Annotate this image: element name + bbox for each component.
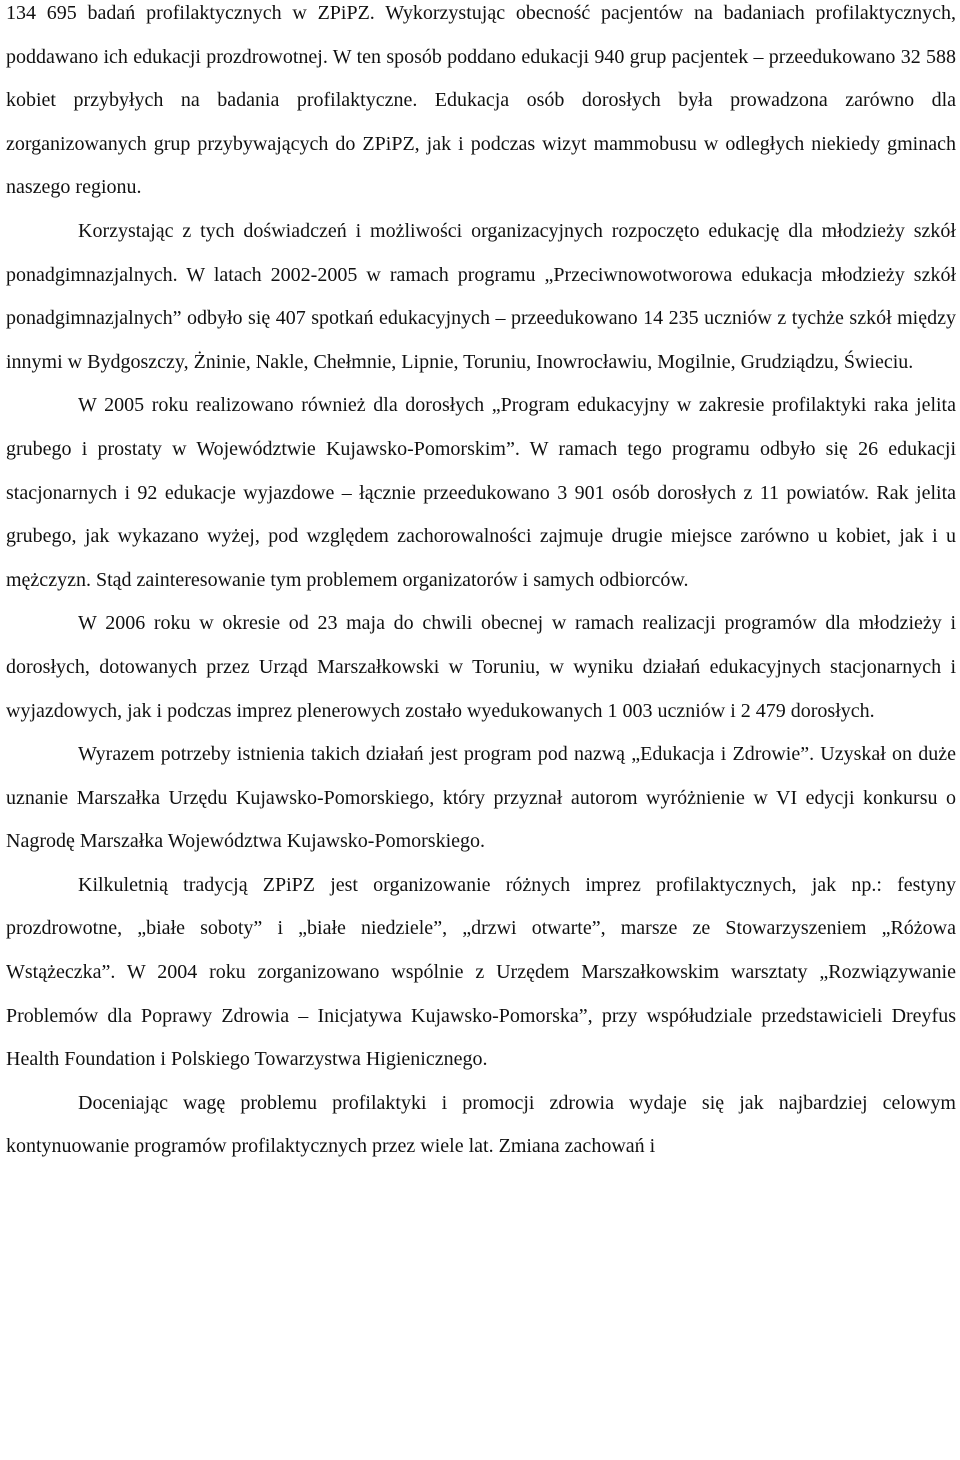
paragraph-colorectal-program: W 2005 roku realizowano również dla dorosłych „Program edukacyjny w zakresie profilaktyki raka jelita grubego i prostaty w Województwie Kujawsko-Pomorskim”. W ramach tego programu odbyło się 26 edukacji stacjonarnych i 92 edukacje wyjazdowe – łącznie przeedukowano 3 901 osób dorosłych z 11 powiatów. Rak jelita grubego, jak wykazano wyżej, pod względem zachorowalności zajmuje drugie miejsce zarówno u kobiet, jak i u mężczyzn. Stąd zainteresowanie tym problemem organizatorów i samych odbiorców. xyxy=(6,394,956,591)
paragraph-youth-education: Korzystając z tych doświadczeń i możliwości organizacyjnych rozpoczęto edukację dla młodzieży szkół ponadgimnazjalnych. W latach 2002-2005 w ramach programu „Przeciwnowotworowa edukacja młodzieży szkół ponadgimnazjalnych” odbyło się 407 spotkań edukacyjnych – przeedukowano 14 235 uczniów z tychże szkół między innymi w Bydgoszczy, Żninie, Nakle, Chełmnie, Lipnie, Toruniu, Inowrocławiu, Mogilnie, Grudziądzu, Świeciu. xyxy=(6,219,956,373)
paragraph-education-health-award: Wyrazem potrzeby istnienia takich działań jest program pod nazwą „Edukacja i Zdrowie”. Uzyskał on duże uznanie Marszałka Urzędu Kujawsko-Pomorskiego, który przyznał autorom wyróżnienie w VI edycji konkursu o Nagrodę Marszałka Województwa Kujawsko-Pomorskiego. xyxy=(6,743,956,853)
document-page xyxy=(6,0,956,1169)
paragraph-2006-programs: W 2006 roku w okresie od 23 maja do chwili obecnej w ramach realizacji programów dla młodzieży i dorosłych, dotowanych przez Urząd Marszałkowski w Toruniu, w wyniku działań edukacyjnych stacjonarnych i wyjazdowych, jak i podczas imprez plenerowych zostało wyedukowanych 1 003 uczniów i 2 479 dorosłych. xyxy=(6,612,956,722)
paragraph-conclusion: Doceniając wagę problemu profilaktyki i promocji zdrowia wydaje się jak najbardziej celowym kontynuowanie programów profilaktycznych przez wiele lat. Zmiana zachowań i xyxy=(6,1091,956,1158)
paragraph-screening-education: 134 695 badań profilaktycznych w ZPiPZ. Wykorzystując obecność pacjentów na badaniach profilaktycznych, poddawano ich edukacji prozdrowotnej. W ten sposób poddano edukacji 940 grup pacjentek – przeedukowano 32 588 kobiet przybyłych na badania profilaktyczne. Edukacja osób dorosłych była prowadzona zarówno dla zorganizowanych grup przybywających do ZPiPZ, jak i podczas wizyt mammobusu w odległych niekiedy gminach naszego regionu. xyxy=(6,2,956,199)
paragraph-prevention-events: Kilkuletnią tradycją ZPiPZ jest organizowanie różnych imprez profilaktycznych, jak np.: festyny prozdrowotne, „białe soboty” i „białe niedziele”, „drzwi otwarte”, marsze ze Stowarzyszeniem „Różowa Wstążeczka”. W 2004 roku zorganizowano wspólnie z Urzędem Marszałkowskim warsztaty „Rozwiązywanie Problemów dla Poprawy Zdrowia – Inicjatywa Kujawsko-Pomorska”, przy współudziale przedstawicieli Dreyfus Health Foundation i Polskiego Towarzystwa Higienicznego. xyxy=(6,873,956,1071)
